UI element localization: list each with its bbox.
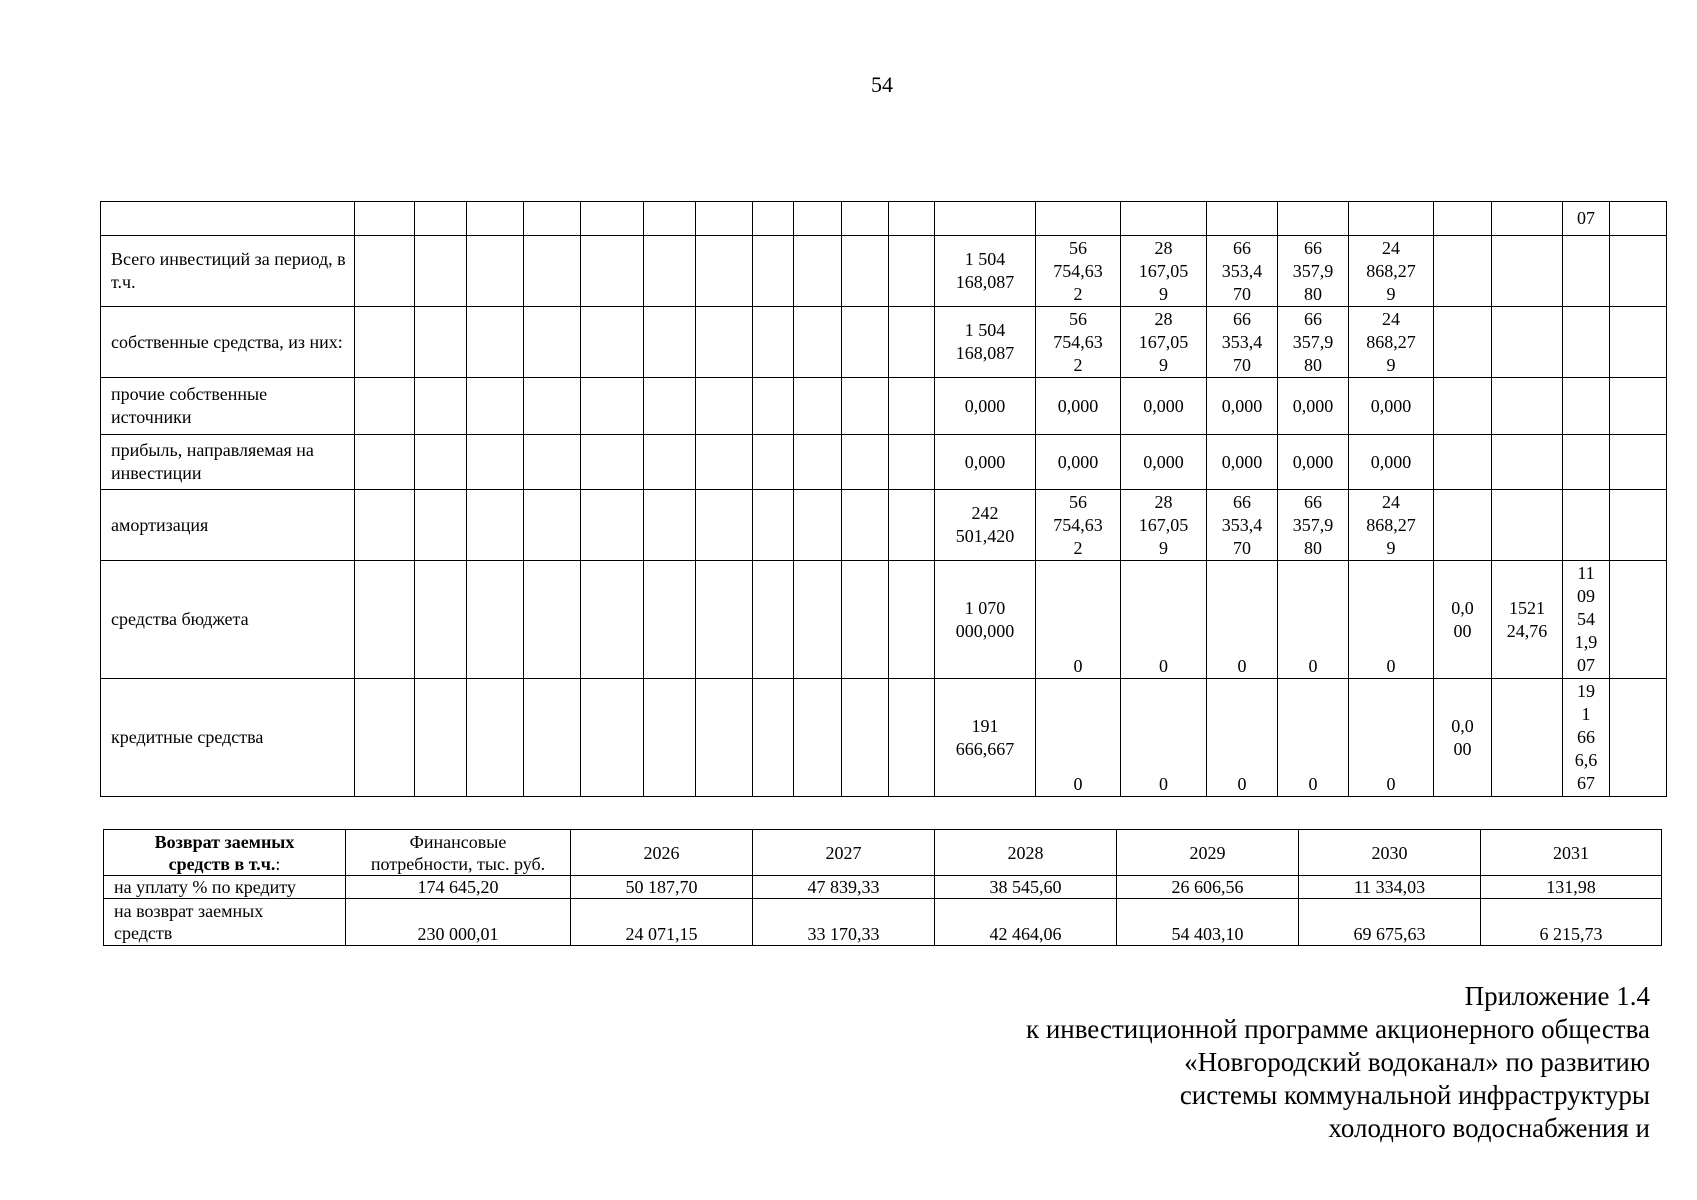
table-cell	[415, 236, 467, 307]
loan-header-label-line1: Возврат заемных	[154, 831, 295, 852]
loan-row-value: 47 839,33	[753, 876, 935, 899]
total-cell: 1 504 168,087	[935, 236, 1036, 307]
loan-row-value: 42 464,06	[935, 899, 1117, 946]
table-cell	[753, 679, 794, 797]
table-cell	[355, 236, 415, 307]
table-cell	[524, 561, 581, 679]
table-row	[101, 236, 1667, 307]
extra-cell	[1492, 490, 1563, 561]
loan-header-needs-line2: потребности, тыс. руб.	[370, 853, 546, 874]
year-cell: 56 754,63 2	[1036, 490, 1121, 561]
table-cell	[581, 561, 644, 679]
table-cell	[842, 378, 889, 435]
year-cell: 28 167,05 9	[1121, 236, 1207, 307]
year-cell: 0	[1036, 561, 1121, 679]
loan-header-needs	[346, 830, 571, 876]
year-cell: 0,000	[1036, 435, 1121, 490]
table-cell	[1610, 236, 1667, 307]
loan-row-repayment	[104, 899, 1662, 946]
table-cell	[889, 561, 935, 679]
extra-cell	[1434, 236, 1492, 307]
loan-repayment-table	[103, 829, 1662, 946]
extra-cell	[1492, 307, 1563, 378]
table-cell	[1121, 202, 1207, 236]
table-cell	[889, 679, 935, 797]
extra-cell	[1434, 378, 1492, 435]
table-cell: 07	[1563, 202, 1610, 236]
table-cell	[842, 236, 889, 307]
appendix-line: Приложение 1.4	[1464, 981, 1650, 1011]
year-cell: 0	[1278, 679, 1349, 797]
table-cell	[1610, 490, 1667, 561]
extra-cell: 19 1 66 6,6 67	[1563, 679, 1610, 797]
year-cell: 0,000	[1207, 378, 1278, 435]
year-cell: 0,000	[1121, 378, 1207, 435]
year-cell: 56 754,63 2	[1036, 307, 1121, 378]
table-cell	[415, 561, 467, 679]
extra-cell	[1563, 435, 1610, 490]
table-cell	[753, 202, 794, 236]
table-row	[101, 202, 1667, 236]
loan-row-label: на уплату % по кредиту	[104, 876, 346, 899]
loan-header-label	[104, 830, 346, 876]
year-cell: 0	[1036, 679, 1121, 797]
year-cell: 0,000	[1121, 435, 1207, 490]
extra-cell	[1492, 236, 1563, 307]
table-cell	[524, 307, 581, 378]
loan-row-interest	[104, 876, 1662, 899]
table-cell	[842, 307, 889, 378]
table-cell	[696, 236, 753, 307]
year-cell: 28 167,05 9	[1121, 307, 1207, 378]
loan-row-value: 11 334,03	[1299, 876, 1481, 899]
table-cell	[794, 236, 842, 307]
table-cell	[467, 202, 524, 236]
extra-cell	[1563, 490, 1610, 561]
loan-row-value: 131,98	[1481, 876, 1662, 899]
table-cell	[581, 679, 644, 797]
table-cell	[696, 307, 753, 378]
extra-cell	[1492, 435, 1563, 490]
table-cell	[467, 378, 524, 435]
table-cell	[794, 435, 842, 490]
table-cell	[794, 378, 842, 435]
loan-row-label-line1: на возврат заемных	[114, 901, 264, 921]
year-cell: 66 357,9 80	[1278, 490, 1349, 561]
table-cell	[1610, 202, 1667, 236]
table-cell	[696, 679, 753, 797]
loan-row-label-line2: средств	[114, 923, 173, 943]
table-cell	[889, 307, 935, 378]
table-cell	[1492, 202, 1563, 236]
extra-cell	[1434, 307, 1492, 378]
table-cell	[753, 490, 794, 561]
row-label: прочие собственные источники	[101, 378, 355, 435]
loan-header-year: 2026	[571, 830, 753, 876]
table-row	[101, 561, 1667, 679]
year-cell: 0	[1121, 679, 1207, 797]
extra-cell: 0,0 00	[1434, 561, 1492, 679]
table-cell	[467, 307, 524, 378]
table-cell	[889, 236, 935, 307]
year-cell: 56 754,63 2	[1036, 236, 1121, 307]
table-cell	[1610, 435, 1667, 490]
year-cell: 0,000	[1036, 378, 1121, 435]
table-cell	[644, 307, 696, 378]
table-cell	[1207, 202, 1278, 236]
table-cell	[524, 679, 581, 797]
table-cell	[355, 490, 415, 561]
row-label: средства бюджета	[101, 561, 355, 679]
table-cell	[753, 561, 794, 679]
table-cell	[467, 490, 524, 561]
loan-row-value: 24 071,15	[571, 899, 753, 946]
year-cell: 0,000	[1349, 435, 1434, 490]
table-cell	[355, 307, 415, 378]
table-cell	[753, 307, 794, 378]
table-cell	[644, 435, 696, 490]
table-cell	[644, 561, 696, 679]
loan-row-value: 26 606,56	[1117, 876, 1299, 899]
table-cell	[355, 679, 415, 797]
table-cell	[415, 378, 467, 435]
table-cell	[1434, 202, 1492, 236]
table-cell	[794, 561, 842, 679]
table-cell	[415, 202, 467, 236]
extra-cell	[1434, 490, 1492, 561]
loan-row-value: 33 170,33	[753, 899, 935, 946]
total-cell: 0,000	[935, 435, 1036, 490]
table-cell	[842, 202, 889, 236]
year-cell: 0	[1207, 561, 1278, 679]
table-row	[101, 679, 1667, 797]
page-number: 54	[871, 72, 893, 97]
table-cell	[524, 202, 581, 236]
table-cell	[524, 378, 581, 435]
loan-header-colon: :	[275, 853, 281, 874]
table-cell	[794, 490, 842, 561]
loan-row-value: 69 675,63	[1299, 899, 1481, 946]
year-cell: 0,000	[1207, 435, 1278, 490]
table-row	[101, 435, 1667, 490]
table-row	[101, 307, 1667, 378]
investment-table	[100, 201, 1667, 797]
table-cell	[842, 679, 889, 797]
loan-row-value: 38 545,60	[935, 876, 1117, 899]
extra-cell	[1563, 378, 1610, 435]
total-cell: 242 501,420	[935, 490, 1036, 561]
table-cell	[644, 378, 696, 435]
extra-cell: 0,0 00	[1434, 679, 1492, 797]
appendix-line: системы коммунальной инфраструктуры	[1179, 1080, 1650, 1110]
extra-cell	[1492, 679, 1563, 797]
table-cell	[753, 435, 794, 490]
table-cell	[101, 202, 355, 236]
extra-cell	[1563, 307, 1610, 378]
table-cell	[467, 679, 524, 797]
table-cell	[355, 435, 415, 490]
table-cell	[794, 307, 842, 378]
table-cell	[1349, 202, 1434, 236]
year-cell: 66 357,9 80	[1278, 236, 1349, 307]
loan-row-value: 6 215,73	[1481, 899, 1662, 946]
table-cell	[696, 378, 753, 435]
table-cell	[1610, 307, 1667, 378]
loan-row-value: 54 403,10	[1117, 899, 1299, 946]
loan-header-label-line2: средств в т.ч.	[168, 853, 276, 874]
loan-row-total: 230 000,01	[346, 899, 571, 946]
table-cell	[1610, 378, 1667, 435]
year-cell: 0,000	[1278, 378, 1349, 435]
table-cell	[644, 490, 696, 561]
year-cell: 0	[1207, 679, 1278, 797]
row-label: амортизация	[101, 490, 355, 561]
total-cell: 1 070 000,000	[935, 561, 1036, 679]
table-cell	[581, 490, 644, 561]
table-cell	[696, 435, 753, 490]
appendix-line: к инвестиционной программе акционерного общества	[1025, 1014, 1650, 1044]
table-cell	[581, 236, 644, 307]
table-cell	[794, 679, 842, 797]
table-cell	[581, 202, 644, 236]
table-cell	[581, 435, 644, 490]
row-label: Всего инвестиций за период, в т.ч.	[101, 236, 355, 307]
year-cell: 0	[1349, 679, 1434, 797]
table-cell	[889, 490, 935, 561]
year-cell: 0,000	[1349, 378, 1434, 435]
table-cell	[581, 307, 644, 378]
table-cell	[355, 561, 415, 679]
extra-cell: 1521 24,76	[1492, 561, 1563, 679]
year-cell: 66 357,9 80	[1278, 307, 1349, 378]
year-cell: 24 868,27 9	[1349, 236, 1434, 307]
table-cell	[1278, 202, 1349, 236]
loan-header-year: 2031	[1481, 830, 1662, 876]
appendix-caption	[1026, 980, 1650, 1145]
year-cell: 0,000	[1278, 435, 1349, 490]
table-cell	[415, 435, 467, 490]
row-label: собственные средства, из них:	[101, 307, 355, 378]
table-cell	[1036, 202, 1121, 236]
table-cell	[753, 378, 794, 435]
table-cell	[1610, 679, 1667, 797]
table-cell	[524, 435, 581, 490]
table-cell	[935, 202, 1036, 236]
loan-header-row	[104, 830, 1662, 876]
table-cell	[842, 490, 889, 561]
year-cell: 24 868,27 9	[1349, 490, 1434, 561]
row-label: кредитные средства	[101, 679, 355, 797]
table-cell	[696, 202, 753, 236]
row-label: прибыль, направляемая на инвестиции	[101, 435, 355, 490]
total-cell: 1 504 168,087	[935, 307, 1036, 378]
year-cell: 66 353,4 70	[1207, 236, 1278, 307]
loan-row-value: 50 187,70	[571, 876, 753, 899]
table-cell	[644, 236, 696, 307]
table-cell	[467, 435, 524, 490]
total-cell: 0,000	[935, 378, 1036, 435]
appendix-line: холодного водоснабжения и	[1328, 1113, 1650, 1143]
extra-cell	[1434, 435, 1492, 490]
year-cell: 28 167,05 9	[1121, 490, 1207, 561]
table-cell	[524, 490, 581, 561]
table-cell	[644, 202, 696, 236]
table-cell	[696, 561, 753, 679]
table-cell	[842, 561, 889, 679]
table-cell	[696, 490, 753, 561]
table-cell	[355, 202, 415, 236]
table-cell	[753, 236, 794, 307]
table-cell	[644, 679, 696, 797]
year-cell: 0	[1349, 561, 1434, 679]
table-row	[101, 490, 1667, 561]
year-cell: 66 353,4 70	[1207, 307, 1278, 378]
table-cell	[415, 490, 467, 561]
table-cell	[467, 236, 524, 307]
appendix-line: «Новгородский водоканал» по развитию	[1184, 1047, 1650, 1077]
extra-cell	[1492, 378, 1563, 435]
total-cell: 191 666,667	[935, 679, 1036, 797]
table-cell	[1610, 561, 1667, 679]
table-cell	[794, 202, 842, 236]
loan-header-year: 2029	[1117, 830, 1299, 876]
table-cell	[355, 378, 415, 435]
table-cell	[889, 378, 935, 435]
extra-cell	[1563, 236, 1610, 307]
table-row	[101, 378, 1667, 435]
year-cell: 0	[1121, 561, 1207, 679]
table-cell	[581, 378, 644, 435]
year-cell: 66 353,4 70	[1207, 490, 1278, 561]
table-cell	[889, 435, 935, 490]
extra-cell: 11 09 54 1,9 07	[1563, 561, 1610, 679]
table-cell	[415, 679, 467, 797]
year-cell: 0	[1278, 561, 1349, 679]
loan-header-year: 2030	[1299, 830, 1481, 876]
table-cell	[524, 236, 581, 307]
table-cell	[842, 435, 889, 490]
loan-header-needs-line1: Финансовые	[409, 831, 507, 852]
loan-header-year: 2028	[935, 830, 1117, 876]
table-cell	[467, 561, 524, 679]
loan-row-label	[104, 899, 346, 946]
table-cell	[415, 307, 467, 378]
table-cell	[889, 202, 935, 236]
loan-row-total: 174 645,20	[346, 876, 571, 899]
loan-header-year: 2027	[753, 830, 935, 876]
year-cell: 24 868,27 9	[1349, 307, 1434, 378]
